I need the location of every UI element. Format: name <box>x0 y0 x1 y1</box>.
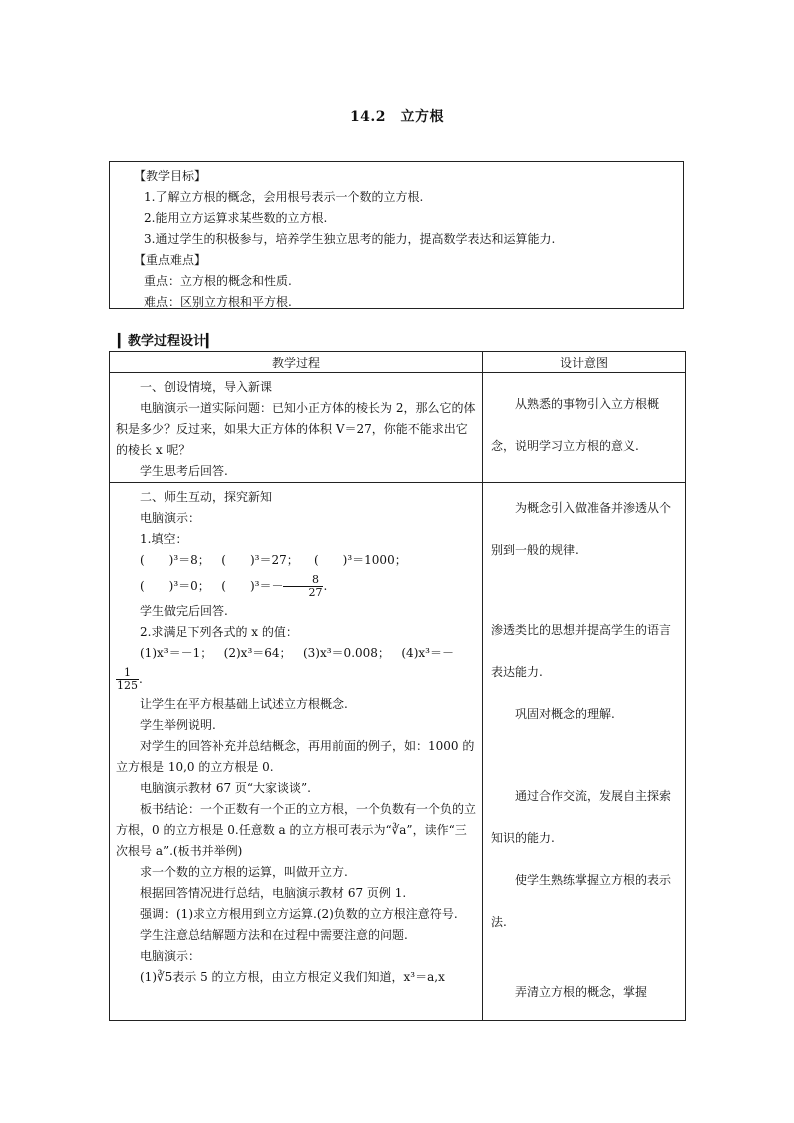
page-title: 14.2 立方根 <box>349 109 445 125</box>
fill-2: ( )³＝27； <box>221 553 299 567</box>
section2-demo2: 电脑演示： <box>140 949 201 963</box>
table-row-section2 <box>110 483 686 1021</box>
section2-fill: 1.填空： <box>140 532 188 546</box>
section2-title: 二、师生互动，探究新知 <box>140 490 273 504</box>
section2-stress: 强调：(1)求立方根用到立方运算.(2)负数的立方根注意符号. <box>140 907 458 921</box>
section1-intent-text: 从熟悉的事物引入立方根概念，说明学习立方根的意义. <box>491 397 660 453</box>
equation-1: (1)x³＝－1； <box>140 646 213 660</box>
section2-define: 求一个数的立方根的运算，叫做开立方. <box>140 865 348 879</box>
fill-row-1 <box>116 550 476 571</box>
col-header-intent: 设计意图 <box>483 352 686 373</box>
equation-3: (3)x³＝0.008； <box>302 646 390 660</box>
section2-intent-3: 巩固对概念的理解. <box>515 707 615 721</box>
section2-intent-1: 为概念引入做准备并渗透从个别到一般的规律. <box>491 501 672 557</box>
goal-item-3: 3.通过学生的积极参与，培养学生独立思考的能力，提高数学表达和运算能力. <box>144 232 556 246</box>
section2-demo: 电脑演示： <box>140 511 201 525</box>
key-heading: 【重点难点】 <box>134 253 207 267</box>
goals-heading: 【教学目标】 <box>134 169 207 183</box>
section2-task2: 2.求满足下列各式的 x 的值： <box>140 625 298 639</box>
table-row-section1 <box>110 373 686 483</box>
goals-box <box>109 161 684 309</box>
section2-intent <box>483 483 686 1021</box>
section1-intent <box>483 373 686 483</box>
section2-board: 板书结论：一个正数有一个正的立方根，一个负数有一个负的立方根，0 的立方根是 0.任意数 a 的立方根可表示为“∛a”，读作“三次根号 a”.(板书并举例) <box>116 802 477 858</box>
section2-try: 让学生在平方根基础上试述立方根概念. <box>140 697 348 711</box>
fraction-8-27: $\frac{8}{27}$ <box>283 574 323 599</box>
section1-problem: 电脑演示一道实际问题：已知小正方体的棱长为 2，那么它的体积是多少？反过来，如果大正方体的体积 V＝27，你能不能求出它的棱长 x 呢？ <box>116 401 476 457</box>
section1-title: 一、创设情境，导入新课 <box>140 380 273 394</box>
difficulty-point: 难点：区别立方根和平方根. <box>144 295 292 309</box>
col-header-process: 教学过程 <box>110 352 483 373</box>
table-header-row <box>110 352 686 373</box>
key-point: 重点：立方根的概念和性质. <box>144 274 292 288</box>
fraction-1-125: $\frac{1}{125}$ <box>117 666 138 692</box>
process-table <box>109 351 686 1021</box>
fill-3: ( )³＝1000； <box>313 553 407 567</box>
fill-row-2: ( )³＝0； ( )³＝－ $\frac{8}{27}$ . <box>140 573 328 599</box>
goal-item-2: 2.能用立方运算求某些数的立方根. <box>144 211 328 225</box>
section1-answer: 学生思考后回答. <box>140 464 228 478</box>
section2-intent-5: 使学生熟练掌握立方根的表示法. <box>491 873 672 929</box>
fill-5: ( )³＝－ <box>221 579 284 593</box>
fill-4: ( )³＝0； <box>140 579 210 593</box>
process-heading: ▎教学过程设计▎ <box>118 334 216 349</box>
fraction-row: $\frac{1}{125}$ . <box>117 666 143 692</box>
goal-item-1: 1.了解立方根的概念，会用根号表示一个数的立方根. <box>144 190 424 204</box>
section2-example: 学生举例说明. <box>140 718 216 732</box>
section1-process <box>110 373 483 483</box>
equation-2: (2)x³＝64； <box>223 646 292 660</box>
section2-intent-4: 通过合作交流，发展自主探索知识的能力. <box>491 789 672 845</box>
section2-answer: 学生做完后回答. <box>140 604 228 618</box>
equation-4: (4)x³＝－ <box>401 646 454 660</box>
section2-process <box>110 483 483 1021</box>
section2-last: (1)∛5表示 5 的立方根，由立方根定义我们知道，x³＝a,x <box>140 970 445 984</box>
fill-1: ( )³＝8； <box>140 553 210 567</box>
section2-notice: 学生注意总结解题方法和在过程中需要注意的问题. <box>140 928 408 942</box>
section2-demo67: 电脑演示教材 67 页“大家谈谈”. <box>140 781 311 795</box>
section2-example1: 根据回答情况进行总结，电脑演示教材 67 页例 1. <box>140 886 407 900</box>
equation-row <box>116 643 476 664</box>
section2-intent-6: 弄清立方根的概念，掌握 <box>515 985 648 999</box>
section2-intent-2: 渗透类比的思想并提高学生的语言表达能力. <box>491 623 672 679</box>
section2-summary: 对学生的回答补充并总结概念，再用前面的例子，如：1000 的立方根是 10,0 的立方根是 0. <box>116 739 475 774</box>
